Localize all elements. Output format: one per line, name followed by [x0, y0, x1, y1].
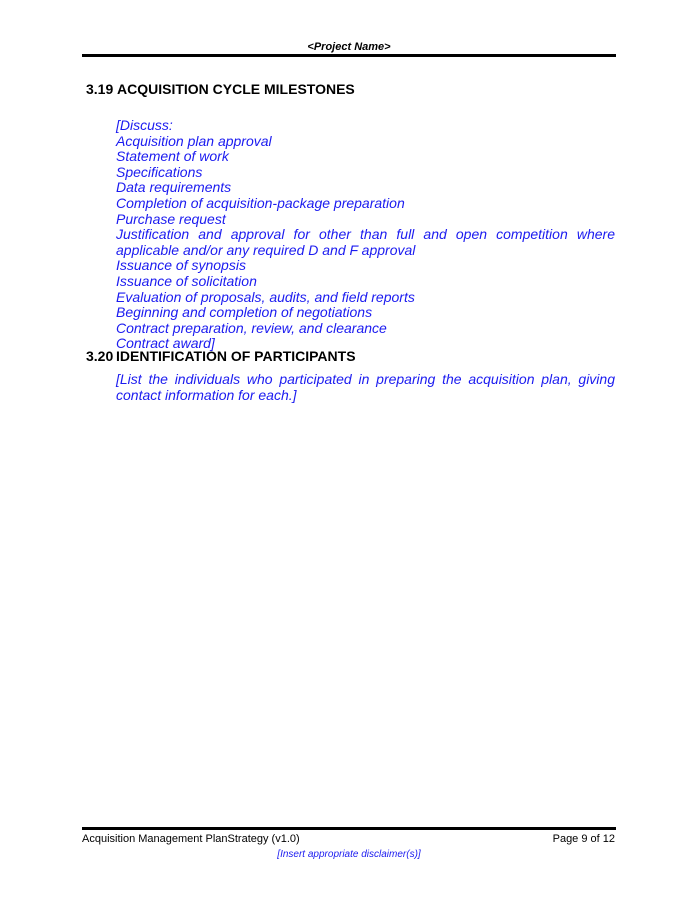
guidance-line: Purchase request — [116, 210, 226, 227]
header-divider — [82, 54, 616, 57]
section-title: IDENTIFICATION OF PARTICIPANTS — [116, 348, 356, 364]
guidance-line: Issuance of solicitation — [116, 272, 257, 289]
guidance-line: Specifications — [116, 163, 203, 180]
guidance-line: [List the individuals who participated in preparing the acquisition plan, giving contact information for each.] — [116, 371, 615, 403]
section-guidance-identification-of-participants — [116, 372, 615, 403]
section-title: ACQUISITION CYCLE MILESTONES — [117, 81, 355, 97]
guidance-line: Beginning and completion of negotiations — [116, 304, 373, 321]
footer-disclaimer: [Insert appropriate disclaimer(s)] — [277, 849, 421, 860]
guidance-line: Data requirements — [116, 179, 232, 196]
section-number: 3.19 — [86, 81, 114, 97]
section-heading-identification-of-participants — [86, 348, 356, 365]
section-number: 3.20 — [86, 348, 114, 364]
guidance-line: Completion of acquisition-package preparation — [116, 194, 405, 211]
footer-document-title: Acquisition Management PlanStrategy (v1.0) — [82, 833, 300, 845]
section-guidance-acquisition-cycle-milestones — [116, 118, 615, 352]
guidance-line: Statement of work — [116, 148, 229, 165]
footer-page-number: Page 9 of 12 — [552, 833, 615, 845]
guidance-line: [Discuss: — [116, 117, 173, 133]
guidance-line: Acquisition plan approval — [116, 132, 272, 149]
section-heading-acquisition-cycle-milestones — [86, 81, 355, 98]
guidance-line: Contract preparation, review, and clearance — [116, 319, 387, 336]
guidance-line: Evaluation of proposals, audits, and field reports — [116, 288, 415, 305]
header-project-name: <Project Name> — [307, 41, 391, 53]
guidance-line: Contract award] — [116, 335, 215, 352]
guidance-line: Justification and approval for other than full and open competition where applicable and/or any required D and F approval — [116, 226, 615, 258]
guidance-line: Issuance of synopsis — [116, 257, 246, 274]
footer-divider — [82, 827, 616, 830]
